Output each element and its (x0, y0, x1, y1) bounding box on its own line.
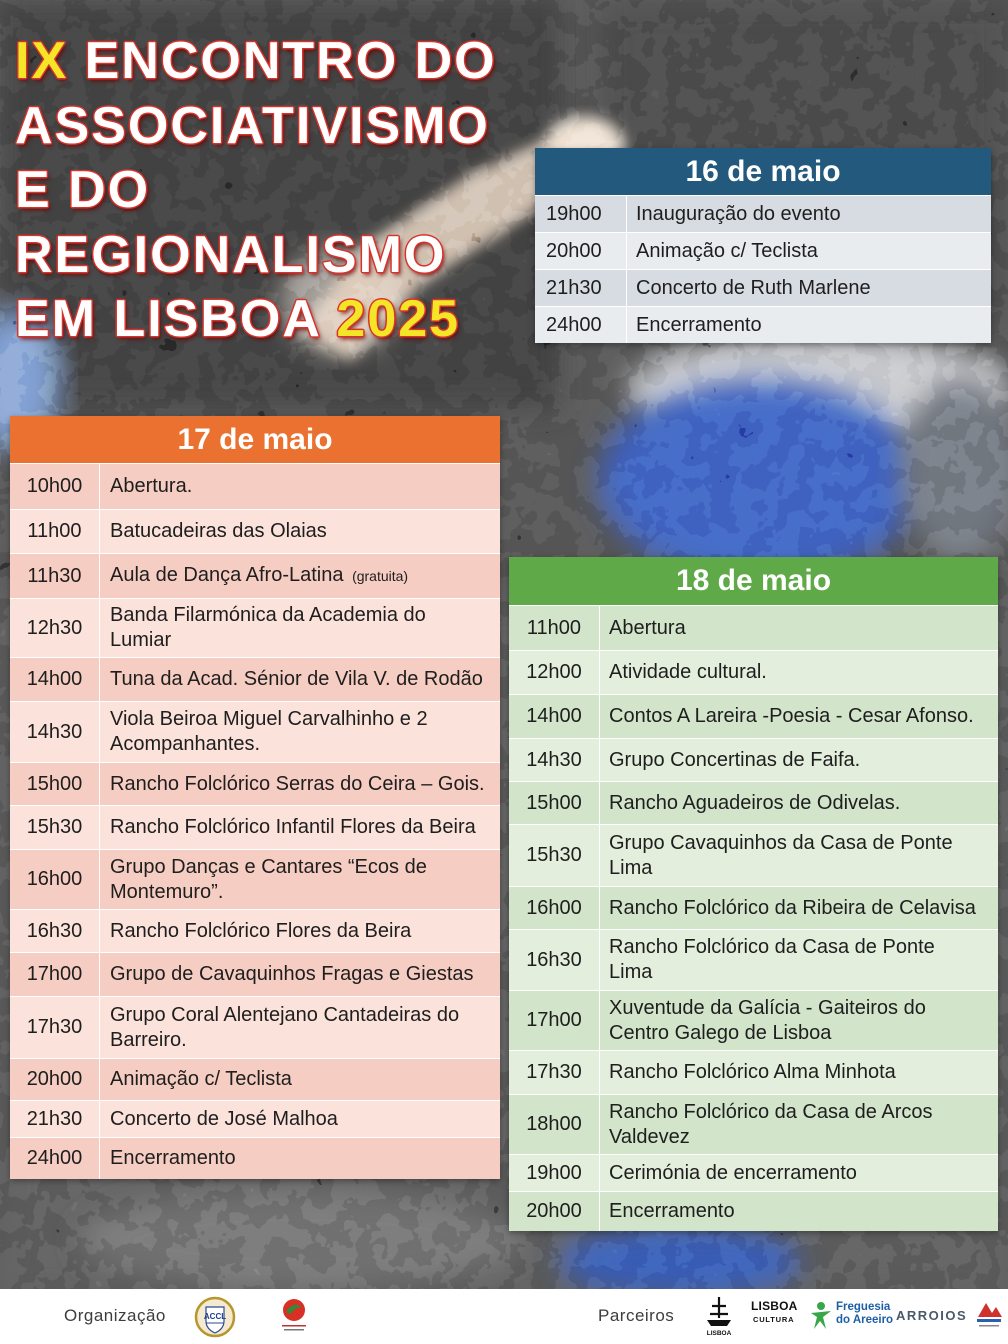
schedule-row (10, 996, 500, 1058)
schedule-row (509, 1191, 998, 1231)
event-title (15, 29, 497, 352)
activity-text: Batucadeiras das Olaias (110, 520, 327, 542)
row-time: 10h00 (10, 464, 100, 509)
activity-text: Abertura (609, 616, 686, 639)
schedule-row (10, 1137, 500, 1179)
row-time: 14h30 (509, 739, 600, 781)
accl-crest-logo (194, 1295, 236, 1339)
schedule-row (509, 650, 998, 694)
schedule-row (509, 605, 998, 650)
title-line-5 (15, 287, 497, 352)
row-time: 21h30 (10, 1101, 100, 1137)
emblem-caption-line (284, 1329, 304, 1331)
row-time: 14h00 (10, 658, 100, 701)
row-activity (100, 1138, 500, 1179)
schedule-row (10, 657, 500, 701)
activity-text: Rancho Folclórico da Casa de Arcos Valdevez (609, 1100, 933, 1148)
activity-text: Rancho Aguadeiros de Odivelas. (609, 791, 901, 814)
activity-text: Rancho Folclórico Flores da Beira (110, 919, 412, 942)
penha-franca-logo (974, 1297, 1004, 1331)
row-activity (100, 953, 500, 996)
activity-text: Grupo Danças e Cantares “Ecos de Montemuro”. (110, 855, 427, 903)
row-time: 19h00 (509, 1155, 600, 1191)
activity-text: Tuna da Acad. Sénior de Vila V. de Rodão (110, 668, 483, 690)
schedule-row (509, 694, 998, 738)
row-time: 12h00 (509, 651, 600, 694)
row-time: 11h00 (509, 606, 600, 650)
schedule-row (10, 509, 500, 553)
emblem-caption-line (282, 1325, 306, 1327)
activity-text: Aula de Dança Afro-Latina (110, 564, 344, 586)
activity-text: Rancho Folclórico Serras do Ceira – Gois. (110, 772, 485, 795)
schedule-row (509, 781, 998, 824)
title-line-1-text: ENCONTRO DO (84, 32, 497, 90)
logo-mountain-icon (978, 1303, 1002, 1317)
row-time: 17h30 (10, 997, 100, 1058)
schedule-row (535, 269, 991, 306)
row-time: 15h00 (10, 763, 100, 805)
activity-text: Rancho Folclórico da Ribeira de Celavisa (609, 896, 976, 919)
row-time: 17h00 (509, 991, 600, 1050)
emblem-circle (283, 1299, 305, 1321)
row-time: 15h30 (509, 825, 600, 886)
row-time: 14h00 (509, 695, 600, 738)
schedule-row (509, 990, 998, 1050)
ship-mast-icon (710, 1297, 728, 1318)
row-time: 21h30 (535, 270, 627, 306)
row-time: 20h00 (10, 1059, 100, 1100)
figure-body (811, 1311, 831, 1329)
title-line-4: REGIONALISMO (15, 225, 447, 284)
schedule-16-maio (535, 148, 991, 343)
activity-text: Animação c/ Teclista (636, 239, 818, 262)
row-activity (100, 763, 500, 805)
activity-note: (gratuita) (352, 568, 409, 584)
row-activity (100, 464, 500, 509)
schedule-row (535, 195, 991, 232)
row-activity (100, 702, 500, 762)
title-line-2: ASSOCIATIVISMO (15, 96, 490, 155)
activity-text: Rancho Folclórico Alma Minhota (609, 1061, 896, 1083)
title-line-3: E DO (15, 161, 151, 219)
schedule-row (509, 824, 998, 886)
row-activity (100, 658, 500, 701)
activity-text: Encerramento (636, 313, 762, 336)
row-activity (100, 599, 500, 657)
schedule-row (10, 909, 500, 952)
schedule-row (10, 598, 500, 657)
row-activity (600, 782, 998, 824)
organization-label: Organização (64, 1306, 166, 1325)
row-time: 17h30 (509, 1051, 600, 1094)
activity-text: Rancho Folclórico Infantil Flores da Beira (110, 816, 476, 838)
row-activity (100, 1059, 500, 1100)
row-time: 12h30 (10, 599, 100, 657)
row-time: 19h00 (535, 196, 627, 232)
row-activity (600, 695, 998, 738)
schedule-18-maio (509, 557, 998, 1231)
ship-hull-icon (707, 1320, 731, 1326)
schedule-row (509, 1094, 998, 1154)
row-activity (100, 910, 500, 952)
activity-text: Rancho Folclórico da Casa de Ponte Lima (609, 936, 935, 983)
row-activity (627, 233, 991, 269)
activity-text: Cerimónia de encerramento (609, 1161, 857, 1184)
row-activity (600, 1155, 998, 1191)
activity-text: Xuventude da Galícia - Gaiteiros do Centro Galego de Lisboa (609, 996, 926, 1044)
row-time: 16h30 (509, 930, 600, 990)
schedule-rows (509, 605, 998, 1231)
row-activity (600, 930, 998, 990)
schedule-row (509, 1050, 998, 1094)
activity-wrap (110, 563, 408, 589)
schedule-row (10, 952, 500, 996)
schedule-rows (10, 463, 500, 1179)
areeiro-figure-icon (808, 1301, 834, 1331)
row-activity (600, 739, 998, 781)
schedule-header: 17 de maio (10, 416, 500, 463)
lisboa-cultura-logo-top: LISBOA (751, 1299, 798, 1313)
row-activity (600, 1051, 998, 1094)
schedule-17-maio (10, 416, 500, 1179)
lisboa-ship-logo (703, 1294, 735, 1338)
figure-head (817, 1302, 825, 1310)
row-time: 15h30 (10, 806, 100, 849)
organizer-emblem-logo (276, 1296, 312, 1334)
row-activity (627, 270, 991, 306)
row-activity (600, 825, 998, 886)
schedule-row (10, 463, 500, 509)
schedule-row (509, 886, 998, 929)
activity-text: Contos A Lareira -Poesia - Cesar Afonso. (609, 705, 974, 727)
schedule-header: 16 de maio (535, 148, 991, 195)
activity-text: Inauguração do evento (636, 202, 841, 225)
activity-text: Encerramento (110, 1147, 236, 1169)
row-time: 24h00 (10, 1138, 100, 1179)
row-activity (627, 307, 991, 343)
title-year: 2025 (336, 290, 461, 348)
schedule-row (10, 553, 500, 598)
schedule-row (535, 232, 991, 269)
lisboa-ship-lettering: LISBOA (706, 1330, 732, 1337)
title-edition: IX (15, 32, 69, 90)
activity-text: Grupo Coral Alentejano Cantadeiras do Barreiro. (110, 1003, 460, 1051)
schedule-row (10, 1100, 500, 1137)
activity-text: Banda Filarmónica da Academia do Lumiar (110, 604, 426, 651)
schedule-rows (535, 195, 991, 343)
arroios-logo: ARROIOS (896, 1308, 968, 1323)
activity-text: Viola Beiroa Miguel Carvalhinho e 2 Acompanhantes. (110, 708, 428, 755)
row-time: 24h00 (535, 307, 627, 343)
row-time: 18h00 (509, 1095, 600, 1154)
row-activity (100, 1101, 500, 1137)
row-time: 17h00 (10, 953, 100, 996)
row-activity (100, 510, 500, 553)
activity-text: Grupo de Cavaquinhos Fragas e Giestas (110, 963, 474, 985)
row-activity (600, 606, 998, 650)
activity-text: Abertura. (110, 475, 193, 497)
title-line-1 (15, 29, 497, 94)
row-activity (600, 887, 998, 929)
activity-text: Grupo Cavaquinhos da Casa de Ponte Lima (609, 831, 953, 879)
logo-base-bar (977, 1319, 1001, 1322)
schedule-row (10, 1058, 500, 1100)
row-time: 16h00 (509, 887, 600, 929)
schedule-row (509, 929, 998, 990)
row-activity (100, 997, 500, 1058)
schedule-row (10, 762, 500, 805)
activity-text: Encerramento (609, 1200, 735, 1222)
schedule-row (10, 849, 500, 909)
schedule-row (10, 701, 500, 762)
row-activity (600, 651, 998, 694)
row-time: 20h00 (509, 1192, 600, 1231)
schedule-row (509, 738, 998, 781)
row-time: 16h00 (10, 850, 100, 909)
logo-caption-line (979, 1325, 999, 1327)
schedule-row (535, 306, 991, 343)
row-time: 14h30 (10, 702, 100, 762)
lisboa-cultura-logo-bottom: CULTURA (753, 1315, 795, 1324)
row-activity (600, 991, 998, 1050)
row-activity (600, 1095, 998, 1154)
schedule-row (509, 1154, 998, 1191)
row-activity (100, 554, 500, 598)
crest-lettering: ACCL (203, 1312, 227, 1321)
schedule-row (10, 805, 500, 849)
activity-text: Concerto de José Malhoa (110, 1107, 338, 1130)
row-activity (600, 1192, 998, 1231)
title-line-5-text: EM LISBOA (15, 290, 320, 348)
row-time: 20h00 (535, 233, 627, 269)
row-activity (100, 806, 500, 849)
areeiro-logo-line-2: do Areeiro (836, 1314, 894, 1326)
row-time: 11h00 (10, 510, 100, 553)
row-time: 11h30 (10, 554, 100, 598)
row-time: 15h00 (509, 782, 600, 824)
row-activity (627, 196, 991, 232)
footer (0, 1289, 1008, 1344)
row-activity (100, 850, 500, 909)
partners-label: Parceiros (598, 1306, 675, 1325)
row-time: 16h30 (10, 910, 100, 952)
schedule-header: 18 de maio (509, 557, 998, 605)
areeiro-logo-line-1: Freguesia (836, 1301, 891, 1313)
activity-text: Grupo Concertinas de Faifa. (609, 748, 861, 771)
activity-text: Atividade cultural. (609, 661, 767, 683)
activity-text: Concerto de Ruth Marlene (636, 276, 871, 299)
activity-text: Animação c/ Teclista (110, 1068, 292, 1090)
